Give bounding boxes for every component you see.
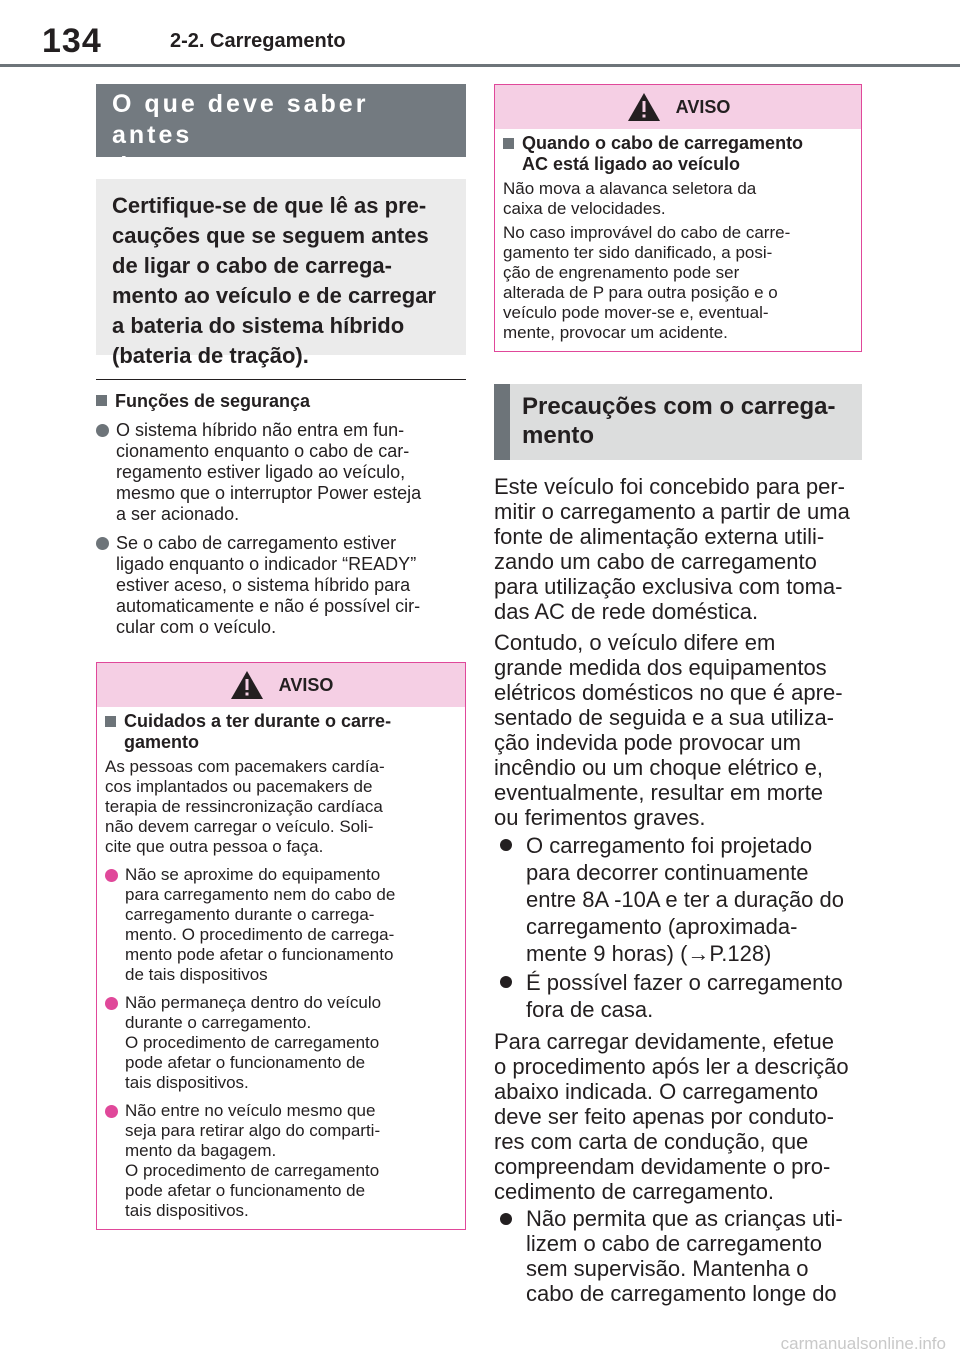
list-item-text: O carregamento foi projetado para decorrer continuamente entre 8A -10A e ter a duração do carregamento (aproximada- mente 9 horas) (→P.128)	[526, 833, 845, 966]
list-item-text: Não entre no veículo mesmo que seja para retirar algo do comparti- mento da bagagem. O procedimento de carregamento pode afetar o funcionamento de tais dispositivos.	[125, 1101, 381, 1220]
warning-text: Não mova a alavanca seletora da caixa de velocidades.	[503, 179, 757, 218]
list-item-text: É possível fazer o carregamento fora de casa.	[526, 970, 843, 1022]
warning-subheading-text: Cuidados a ter durante o carre- gamento	[124, 711, 392, 752]
section-heading-before-charging: O que deve saber antes do carregamento	[96, 84, 466, 157]
body-paragraph: Este veículo foi concebido para per- mitir o carregamento a partir de uma fonte de alimentação externa utili- zando um cabo de carregamento para utilização exclusiva com toma- das AC de rede doméstica.	[494, 474, 850, 624]
list-item	[105, 865, 457, 985]
warning-triangle-icon	[229, 669, 265, 701]
section-heading-charging-precautions: Precauções com o carrega- mento	[494, 384, 862, 460]
list-item	[494, 969, 862, 1023]
warning-label: AVISO	[675, 96, 731, 117]
circle-bullet-icon	[500, 1213, 512, 1225]
circle-bullet-icon	[500, 976, 512, 988]
watermark: carmanualsonline.info	[780, 1334, 946, 1353]
page-number: 134	[42, 22, 102, 60]
list-item	[105, 993, 457, 1093]
square-bullet-icon	[96, 395, 107, 406]
warning-triangle-icon	[626, 91, 662, 123]
warning-text: No caso improvável do cabo de carre- gamento ter sido danificado, a posi- ção de engrenamento pode ser alterada de P para outra posição e o veículo pode mover-se e, eventual- mente, provocar um acidente.	[503, 223, 791, 342]
divider	[96, 379, 466, 380]
right-column	[494, 84, 862, 1306]
left-column	[96, 84, 466, 1230]
list-item-text: Não permaneça dentro do veículo durante o carregamento. O procedimento de carregamento pode afetar o funcionamento de tais dispositivos.	[125, 993, 382, 1092]
circle-bullet-icon	[105, 1105, 118, 1118]
list-item-text: Não se aproxime do equipamento para carregamento nem do cabo de carregamento durante o carrega- mento. O procedimento de carrega- mento pode afetar o funcionamento de tais dispositivos	[125, 865, 396, 984]
warning-label: AVISO	[278, 674, 334, 695]
list-item-text: Se o cabo de carregamento estiver ligado enquanto o indicador “READY” estiver aceso, o sistema híbrido para automaticamente e não é possível cir- cular com o veículo.	[116, 533, 421, 637]
square-bullet-icon	[503, 138, 514, 149]
warning-box-pacemaker	[96, 662, 466, 1230]
list-item	[96, 420, 466, 525]
warning-subheading-text: Quando o cabo de carregamento AC está ligado ao veículo	[522, 133, 804, 174]
safety-functions-heading	[96, 390, 466, 412]
square-bullet-icon	[105, 716, 116, 727]
safety-functions-label: Funções de segurança	[115, 391, 311, 411]
circle-bullet-icon	[96, 424, 109, 437]
body-paragraph: Para carregar devidamente, efetue o procedimento após ler a descrição abaixo indicada. O carregamento deve ser feito apenas por conduto- res com carta de condução, que compreendam devidamente o pro- cedimento de carregamento.	[494, 1029, 849, 1204]
list-item	[96, 533, 466, 638]
list-item	[494, 832, 862, 967]
intro-box: Certifique-se de que lê as pre- cauções que se seguem antes de ligar o cabo de carrega- mento ao veículo e de carregar a bateria do sistema híbrido (bateria de tração).	[96, 179, 466, 355]
warning-subheading	[105, 711, 457, 753]
list-item-text: O sistema híbrido não entra em fun- cionamento enquanto o cabo de car- regamento estiver ligado ao veículo, mesmo que o interruptor Power esteja a ser acionado.	[116, 420, 422, 524]
warning-subheading	[503, 133, 853, 175]
list-item-text: Não permita que as crianças uti- lizem o cabo de carregamento sem supervisão. Mantenha o cabo de carregamento longe do	[526, 1206, 843, 1306]
circle-bullet-icon	[96, 537, 109, 550]
circle-bullet-icon	[105, 869, 118, 882]
header-rule	[0, 64, 960, 67]
warning-box-ac-cable	[494, 84, 862, 352]
circle-bullet-icon	[500, 839, 512, 851]
warning-header	[97, 663, 465, 707]
body-paragraph: Contudo, o veículo difere em grande medida dos equipamentos elétricos domésticos no que é apre- sentado de seguida e a sua utiliza- ção indevida pode provocar um incêndio ou um choque elétrico e, eventualmente, resultar em morte ou ferimentos graves.	[494, 630, 843, 830]
section-title: 2-2. Carregamento	[170, 30, 346, 52]
list-item	[105, 1101, 457, 1221]
list-item	[494, 1206, 862, 1306]
warning-text: As pessoas com pacemakers cardía- cos implantados ou pacemakers de terapia de ressincronização cardíaca não devem carregar o veículo. Soli- cite que outra pessoa o faça.	[105, 757, 385, 856]
circle-bullet-icon	[105, 997, 118, 1010]
warning-header	[495, 85, 861, 129]
